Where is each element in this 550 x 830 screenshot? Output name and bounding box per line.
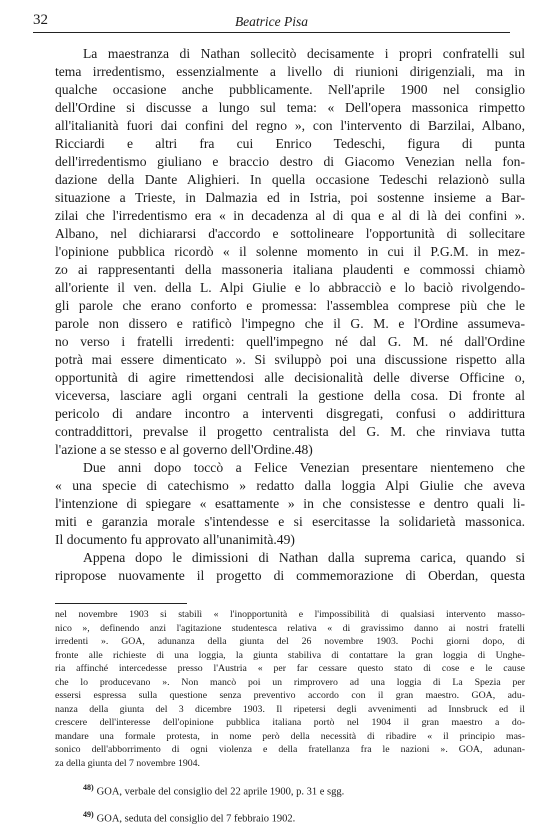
footnote-line: za della giunta del 7 novembre 1904.: [55, 757, 201, 769]
footnote-line: nanza della giunta del 3 dicembre 1903. Il ripetersi degli avvenimenti ad Innsbruck ed il: [55, 703, 525, 715]
footnote-rule: [55, 603, 187, 604]
footnote-text: GOA, seduta del consiglio del 7 febbraio 1902.: [96, 813, 296, 824]
footnote-line: che lo producevano ». Non mancò poi un rimprovero ad una loggia di La Spezia per: [55, 676, 525, 688]
text-line: gli parole che erano conforto e promessa: l'assemblea comprese più che le: [55, 298, 525, 313]
text-line: zilai che l'irredentismo era « in decadenza al di qua e al di là dei confini ».: [55, 208, 525, 223]
text-line: ripropose nuovamente il progetto di commemorazione di Oberdan, questa: [55, 568, 525, 583]
footnote-continuation: [55, 608, 525, 770]
text-line: no verso i fratelli irredenti: quell'impegno né dal G. M. né dall'Ordine: [55, 334, 525, 349]
text-line: tema irredentismo, essenzialmente a livello di riunioni dirigenziali, ma in: [55, 64, 525, 79]
text-line: Albano, nel dichiararsi d'accordo e sottolineare l'opportunità di sollecitare: [55, 226, 525, 241]
text-line: parole non dissero e ratificò l'impegno che il G. M. e l'Ordine assumeva-: [55, 316, 525, 331]
footnote-marker: 48): [83, 783, 94, 792]
text-line: Ricciardi e altri fra cui Enrico Tedeschi, figura di punta: [55, 136, 525, 151]
text-line: situazione a Trieste, in Dalmazia ed in Istria, poi sostenne insieme a Bar-: [55, 190, 525, 205]
text-line: dazione della Dante Alighieri. In quella occasione Tedeschi relazionò sulla: [55, 172, 525, 187]
text-line: l'opinione pubblica ricordò « il solenne momento in cui il P.G.M. in mez-: [55, 244, 525, 259]
header-rule: [33, 32, 510, 33]
footnote-line: fronte alle richieste di una loggia, la giunta stabiliva di contattare la gran loggia di Unghe-: [55, 649, 525, 661]
text-line: zo ai rappresentanti della massoneria italiana plaudenti e commossi chiamò: [55, 262, 525, 277]
text-line: pericolo di andare incontro a interventi disgregati, confusi o addirittura: [55, 406, 525, 421]
text-line: l'intenzione di spiegare « esattamente » in che consistesse e dentro quali li-: [55, 496, 525, 511]
body-text: [55, 45, 525, 585]
footnotes: [83, 777, 344, 830]
footnote-48: [83, 777, 344, 804]
text-line: « una specie di catechismo » redatto dalla loggia Alpi Giulie che aveva: [55, 478, 525, 493]
text-line: dell'Ordine si discusse a lungo sul tema: « Dell'opera massonica rimpetto: [55, 100, 525, 115]
text-line: contraddittori, prevalse il progetto centralista del G. M. che rinviava tutta: [55, 424, 525, 439]
footnote-line: mandare una formale protesta, in nome però della necessità di ribadire « il principio mas-: [55, 730, 525, 742]
footnote-line: sonico dell'abborrimento di ogni violenza e della fratellanza fra le nazioni ». GOA, adunan-: [55, 744, 525, 755]
footnote-line: essersi espressa sulla questione senza preventivo accordo con il gran maestro. GOA, adu-: [55, 690, 525, 701]
footnote-marker: 49): [83, 809, 94, 819]
page-header: [33, 12, 510, 38]
footnote-line: ria affinché intercedesse presso l'Austria « per far cessare questo stato di cose e le cause: [55, 663, 525, 674]
text-line: viceversa, lasciare agli organi centrali la gestione della cosa. Di fronte al: [55, 388, 525, 403]
footnote-line: irredenti ». GOA, adunanza della giunta del 26 novembre 1903. Pochi giorni dopo, di: [55, 636, 525, 647]
footnote-line: crescere dell'interesse dell'opinione pubblica italiana portò nel 1904 il gran maestro a do-: [55, 717, 525, 728]
page-number: 32: [33, 12, 48, 28]
text-line: Il documento fu approvato all'unanimità.49): [55, 532, 295, 547]
text-line: dell'irredentismo giuliano e braccio destro di Giacomo Venezian nella fon-: [55, 154, 525, 169]
footnote-49: [83, 804, 344, 830]
footnote-line: nel novembre 1903 si stabilì « l'inopportunità e l'impossibilità di qualsiasi intervento masso-: [55, 609, 525, 620]
running-head: Beatrice Pisa: [234, 14, 309, 29]
text-line: qualche occasione anche pubblicamente. Nell'aprile 1900 nel consiglio: [55, 82, 525, 97]
text-line: potrà mai essere dimenticato ». Si sviluppò poi una discussione rispetto alla: [55, 352, 525, 367]
text-line: Appena dopo le dimissioni di Nathan dalla suprema carica, quando si: [83, 550, 525, 565]
text-line: La maestranza di Nathan sollecitò decisamente i propri confratelli sul: [83, 46, 525, 61]
text-line: all'oriente il ven. della L. Alpi Giulie e lo abbracciò e lo baciò rivolgendo-: [55, 280, 525, 295]
footnote-line: nico », definendo anzi l'agitazione studentesca relativa « di gravissimo danno ai nostri fratelli: [55, 622, 525, 634]
text-line: Due anni dopo toccò a Felice Venezian presentare nientemeno che: [83, 460, 525, 475]
text-line: l'azione a se stesso e al governo dell'Ordine.48): [55, 442, 313, 457]
text-line: opportunità di agire rimettendosi alle decisionalità delle diverse Officine o,: [55, 370, 525, 385]
footnote-text: GOA, verbale del consiglio del 22 aprile 1900, p. 31 e sgg.: [96, 786, 345, 798]
text-line: all'italianità fuori dai confini del regno », con l'intervento di Barzilai, Albano,: [55, 118, 525, 133]
text-line: miti e garanzia morale s'intendesse e si esercitasse la solidarietà massonica.: [55, 514, 525, 529]
